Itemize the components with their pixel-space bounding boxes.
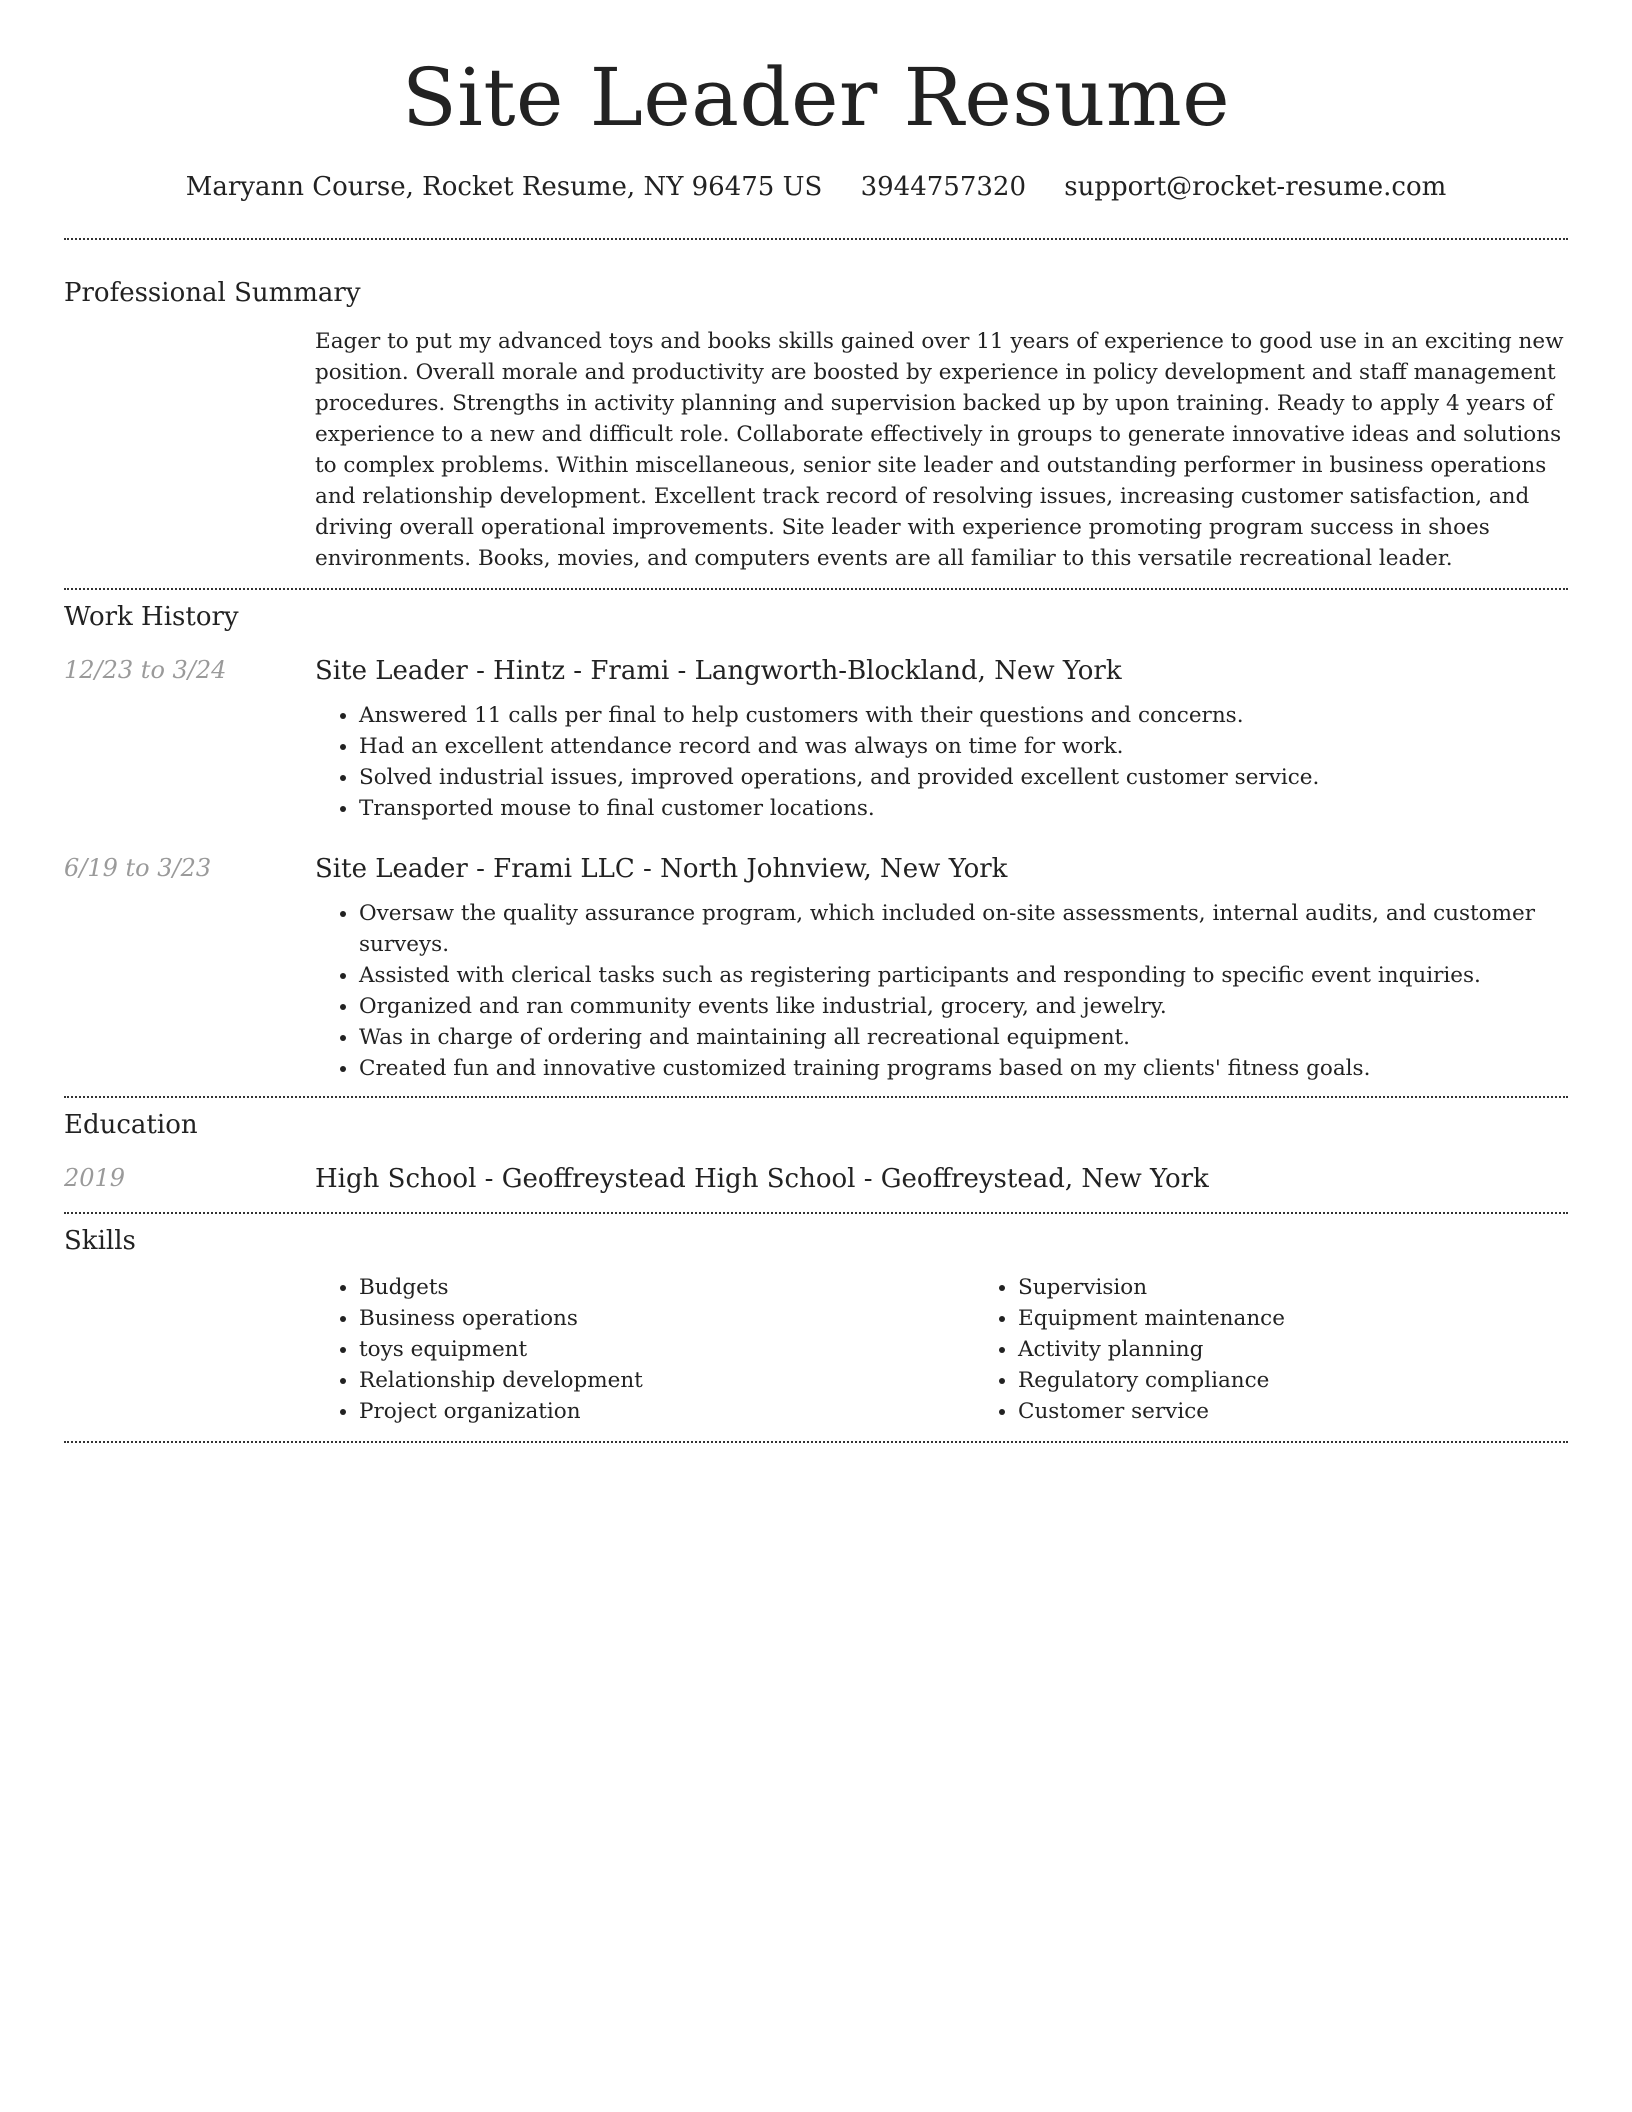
section-heading-summary: Professional Summary [64, 278, 361, 308]
education-title: High School - Geoffreystead High School - Geoffreystead, New York [315, 1164, 1209, 1194]
list-item: • Oversaw the quality assurance program, which included on-site assessments, internal audits, and customer surveys. [359, 898, 1568, 960]
list-item: • Had an excellent attendance record and was always on time for work. [359, 731, 1568, 762]
list-item: • Solved industrial issues, improved operations, and provided excellent customer service. [359, 762, 1568, 793]
summary-section [64, 278, 1568, 574]
contact-email: support@rocket-resume.com [1064, 172, 1447, 202]
skill-item: • Supervision [1018, 1272, 1632, 1303]
skills-column-1 [315, 1272, 974, 1427]
summary-text: Eager to put my advanced toys and books skills gained over 11 years of experience to good use in an exciting new position. Overall morale and productivity are boosted by experience in policy development and staff management procedures. Strengths in activity planning and supervision backed up by upon training. Ready to apply 4 years of experience to a new and difficult role. Collaborate effectively in groups to generate innovative ideas and solutions to complex problems. Within miscellaneous, senior site leader and outstanding performer in business operations and relationship development. Excellent track record of resolving issues, increasing customer satisfaction, and driving overall operational improvements. Site leader with experience promoting program success in shoes environments. Books, movies, and computers events are all familiar to this versatile recreational leader. [315, 329, 1564, 571]
divider [64, 1441, 1568, 1443]
job-bullets [315, 898, 1568, 1084]
page-title: Site Leader Resume [401, 51, 1231, 144]
divider [64, 238, 1568, 240]
contact-phone: 3944757320 [860, 172, 1027, 202]
skills-grid [315, 1272, 1632, 1427]
skill-item: • Relationship development [359, 1365, 974, 1396]
list-item: • Transported mouse to final customer locations. [359, 793, 1568, 824]
skill-item: • Business operations [359, 1303, 974, 1334]
skills-section [64, 1226, 1568, 1427]
work-history-section [64, 602, 1568, 1084]
list-item: • Organized and ran community events like industrial, grocery, and jewelry. [359, 991, 1568, 1022]
resume-page [64, 0, 1568, 1443]
education-section [64, 1110, 1568, 1194]
skill-item: • Equipment maintenance [1018, 1303, 1632, 1334]
list-item: • Answered 11 calls per final to help customers with their questions and concerns. [359, 700, 1568, 731]
contact-address: Maryann Course, Rocket Resume, NY 96475 US [185, 172, 823, 202]
job-entry [64, 656, 1568, 824]
section-heading-education: Education [64, 1110, 198, 1140]
divider [64, 1212, 1568, 1214]
divider [64, 588, 1568, 590]
skill-item: • Customer service [1018, 1396, 1632, 1427]
skill-item: • Budgets [359, 1272, 974, 1303]
job-bullets [315, 700, 1568, 824]
list-item: • Created fun and innovative customized training programs based on my clients' fitness goals. [359, 1053, 1568, 1084]
job-title: Site Leader - Frami LLC - North Johnview, New York [315, 854, 1008, 884]
job-dates: 12/23 to 3/24 [64, 656, 227, 684]
skill-item: • Project organization [359, 1396, 974, 1427]
skill-item: • Regulatory compliance [1018, 1365, 1632, 1396]
skill-item: • toys equipment [359, 1334, 974, 1365]
job-dates: 6/19 to 3/23 [64, 854, 212, 882]
divider [64, 1096, 1568, 1098]
contact-line [64, 172, 1568, 202]
job-title: Site Leader - Hintz - Frami - Langworth-Blockland, New York [315, 656, 1122, 686]
education-year: 2019 [64, 1164, 126, 1192]
job-entry [64, 854, 1568, 1084]
skill-item: • Activity planning [1018, 1334, 1632, 1365]
list-item: • Was in charge of ordering and maintaining all recreational equipment. [359, 1022, 1568, 1053]
section-heading-skills: Skills [64, 1226, 136, 1256]
list-item: • Assisted with clerical tasks such as registering participants and responding to specific event inquiries. [359, 960, 1568, 991]
skills-column-2 [974, 1272, 1632, 1427]
education-entry [64, 1164, 1568, 1194]
section-heading-work: Work History [64, 602, 239, 632]
